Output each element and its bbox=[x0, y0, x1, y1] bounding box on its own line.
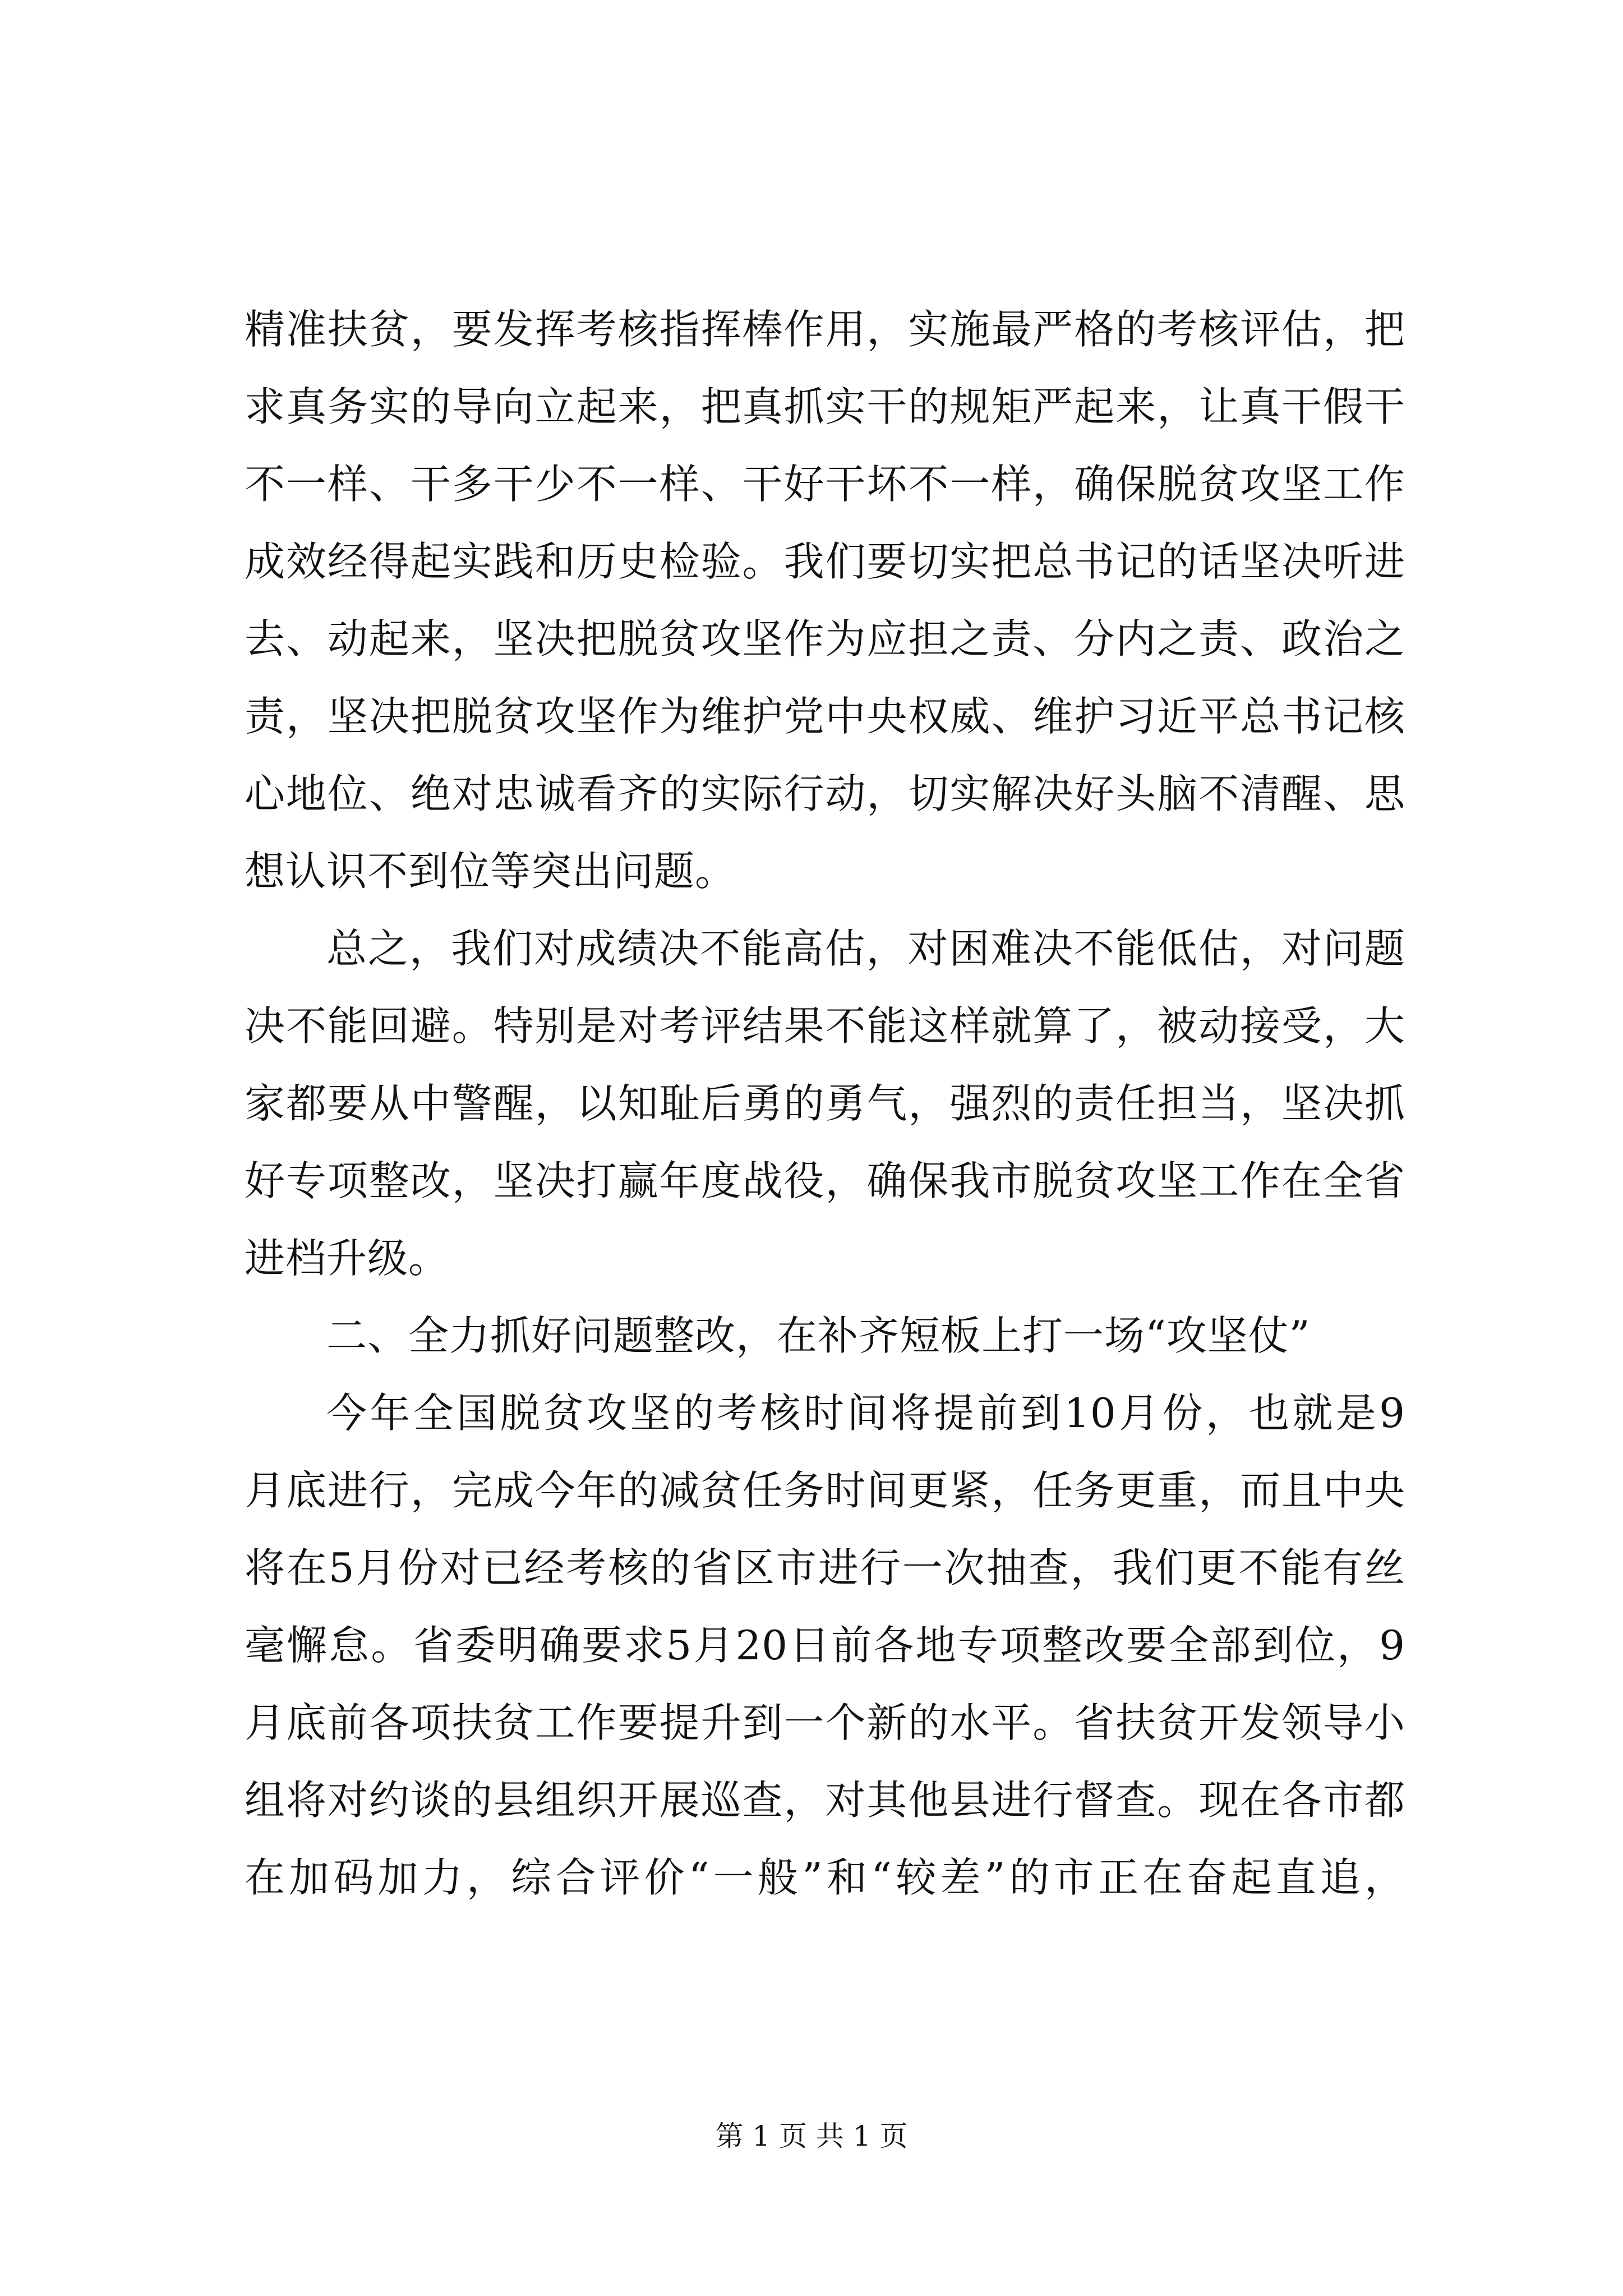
section-heading: 二、全力抓好问题整改，在补齐短板上打一场“攻坚仗” bbox=[326, 1312, 1311, 1359]
paragraph-line: 家都要从中警醒，以知耻后勇的勇气，强烈的责任担当，坚决抓 bbox=[245, 1080, 1405, 1127]
paragraph-line: 成效经得起实践和历史检验。我们要切实把总书记的话坚决听进 bbox=[245, 538, 1405, 585]
document-body bbox=[245, 291, 1405, 1916]
page-number-label: 第 1 页 共 1 页 bbox=[715, 2120, 908, 2152]
paragraph-line: 将在5月份对已经考核的省区市进行一次抽查，我们更不能有丝 bbox=[245, 1544, 1405, 1591]
paragraph-line: 今年全国脱贫攻坚的考核时间将提前到10月份，也就是9 bbox=[326, 1389, 1405, 1437]
paragraph-line: 组将对约谈的县组织开展巡查，对其他县进行督查。现在各市都 bbox=[245, 1777, 1405, 1824]
page-footer bbox=[0, 2119, 1623, 2153]
paragraph-line: 毫懈怠。省委明确要求5月20日前各地专项整改要全部到位，9 bbox=[245, 1622, 1405, 1669]
paragraph-line: 决不能回避。特别是对考评结果不能这样就算了，被动接受，大 bbox=[245, 1002, 1405, 1050]
paragraph-line: 责，坚决把脱贫攻坚作为维护党中央权威、维护习近平总书记核 bbox=[245, 693, 1405, 740]
paragraph-line: 精准扶贫，要发挥考核指挥棒作用，实施最严格的考核评估，把 bbox=[245, 306, 1405, 353]
paragraph-line: 心地位、绝对忠诚看齐的实际行动，切实解决好头脑不清醒、思 bbox=[245, 770, 1405, 817]
paragraph-line: 去、动起来，坚决把脱贫攻坚作为应担之责、分内之责、政治之 bbox=[245, 615, 1405, 662]
paragraph-line: 求真务实的导向立起来，把真抓实干的规矩严起来，让真干假干 bbox=[245, 383, 1405, 430]
paragraph-line: 月底前各项扶贫工作要提升到一个新的水平。省扶贫开发领导小 bbox=[245, 1699, 1405, 1746]
paragraph-line: 不一样、干多干少不一样、干好干坏不一样，确保脱贫攻坚工作 bbox=[245, 461, 1405, 508]
paragraph-line: 月底进行，完成今年的减贫任务时间更紧，任务更重，而且中央 bbox=[245, 1467, 1405, 1514]
paragraph-line: 在加码加力，综合评价“一般”和“较差”的市正在奋起直追， bbox=[245, 1854, 1405, 1901]
paragraph-line: 想认识不到位等突出问题。 bbox=[245, 848, 736, 895]
paragraph-line: 进档升级。 bbox=[245, 1235, 450, 1282]
paragraph-line: 总之，我们对成绩决不能高估，对困难决不能低估，对问题 bbox=[326, 925, 1405, 972]
paragraph-line: 好专项整改，坚决打赢年度战役，确保我市脱贫攻坚工作在全省 bbox=[245, 1157, 1405, 1204]
